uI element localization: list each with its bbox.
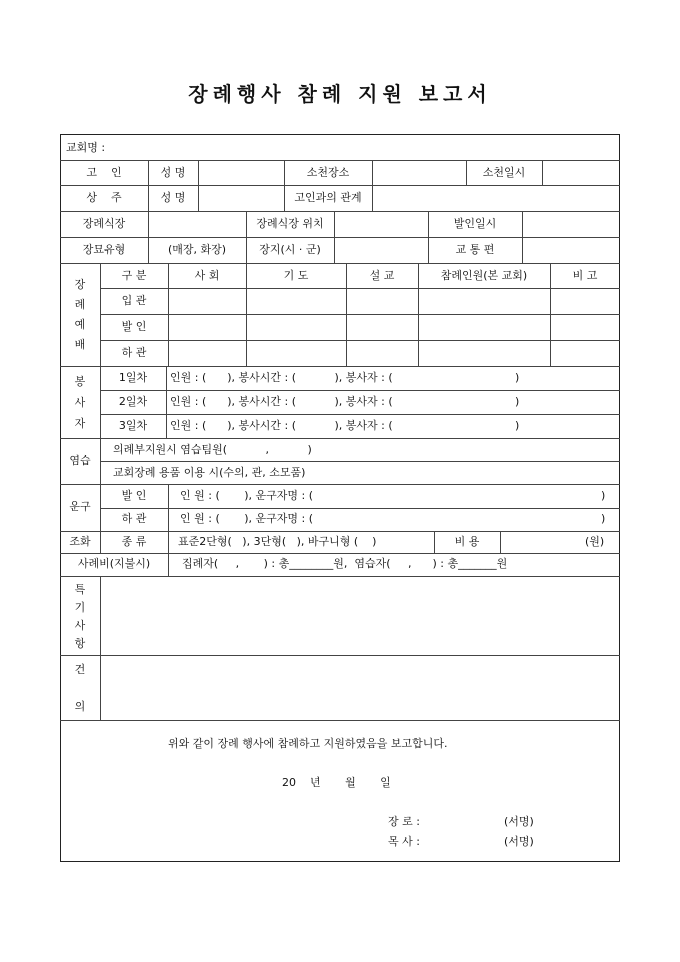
burial-type-value: (매장, 화장) (167, 243, 227, 256)
volunteer-day: 1일차 (118, 371, 148, 384)
row-divider (60, 438, 620, 439)
honorarium-line: 집례자( , ) : 총________원, 염습자( , ) : 총_______원 (182, 557, 508, 570)
worship-row-label: 발 인 (121, 320, 147, 333)
row-divider (60, 366, 620, 367)
special-notes-char: 사 (74, 619, 86, 632)
worship-header: 기 도 (283, 269, 309, 282)
mourner-name-label: 성 명 (160, 191, 186, 204)
volunteer-day: 2일차 (118, 395, 148, 408)
elder-signature: (서명) (504, 815, 534, 828)
close-paren: ) (601, 489, 606, 502)
pallbearer-line: 인 원 : ( ), 운구자명 : ( (180, 489, 313, 502)
col-divider (168, 553, 169, 576)
row-divider (60, 185, 620, 186)
wreath-cost-unit: (원) (585, 535, 605, 548)
wreath-label: 조화 (69, 535, 91, 548)
death-place-label: 소천장소 (306, 166, 350, 179)
volunteer-line: 인원 : ( ), 봉사시간 : ( ), 봉사자 : ( ) (170, 419, 520, 432)
volunteer-line: 인원 : ( ), 봉사시간 : ( ), 봉사자 : ( ) (170, 395, 520, 408)
pallbearer-line: 인 원 : ( ), 운구자명 : ( (180, 512, 313, 525)
row-divider (60, 531, 620, 532)
col-divider (198, 160, 199, 211)
row-divider (60, 576, 620, 577)
worship-header: 설 교 (369, 269, 395, 282)
report-statement: 위와 같이 장례 행사에 참례하고 지원하였음을 보고합니다. (168, 737, 448, 750)
elder-label: 장 로 : (388, 815, 420, 828)
volunteer-side-char: 자 (74, 417, 86, 430)
worship-side-char: 예 (74, 318, 86, 331)
funeral-supplies-line: 교회장례 용품 이용 시(수의, 관, 소모품) (113, 466, 306, 479)
yeomseup-label: 염습 (69, 454, 91, 467)
yeomseup-team-line: 의례부지원시 염습팀원( , ) (113, 443, 312, 456)
worship-header: 참례인원(본 교회) (440, 269, 528, 282)
row-divider (60, 237, 620, 238)
wreath-type-label: 종 류 (121, 535, 147, 548)
volunteer-side-char: 사 (74, 396, 86, 409)
col-divider (372, 160, 373, 211)
pallbearer-row-label: 발 인 (121, 489, 147, 502)
row-divider (100, 340, 620, 341)
row-divider (60, 263, 620, 264)
worship-side-char: 례 (74, 298, 86, 311)
suggestion-char: 건 (74, 663, 86, 676)
worship-side-char: 배 (74, 338, 86, 351)
row-divider (100, 414, 620, 415)
worship-side-char: 장 (74, 278, 86, 291)
worship-header: 비 고 (572, 269, 598, 282)
row-divider (60, 160, 620, 161)
relation-label: 고인과의 관계 (294, 191, 362, 204)
col-divider (166, 366, 167, 438)
row-divider (60, 211, 620, 212)
col-divider (522, 211, 523, 263)
col-divider (168, 484, 169, 553)
pastor-label: 목 사 : (388, 835, 420, 848)
row-divider (100, 461, 620, 462)
wreath-type-line: 표준2단형( ), 3단형( ), 바구니형 ( ) (178, 535, 377, 548)
special-notes-char: 기 (74, 601, 86, 614)
row-divider (100, 314, 620, 315)
honorarium-label: 사례비(지불시) (77, 557, 151, 570)
burial-place-label: 장지(시 · 군) (259, 243, 321, 256)
special-notes-char: 항 (74, 637, 86, 650)
special-notes-char: 특 (74, 583, 86, 596)
deceased-name-label: 성 명 (160, 166, 186, 179)
col-divider (334, 211, 335, 263)
hall-location-label: 장례식장 위치 (256, 217, 324, 230)
pallbearer-row-label: 하 관 (121, 512, 147, 525)
chief-mourner-label: 상 주 (86, 191, 122, 204)
row-divider (100, 508, 620, 509)
worship-header: 사 회 (194, 269, 220, 282)
row-divider (60, 553, 620, 554)
row-divider (60, 484, 620, 485)
departure-date-label: 발인일시 (453, 217, 497, 230)
report-date: 20 년 월 일 (282, 776, 391, 789)
worship-row-label: 입 관 (121, 294, 147, 307)
row-divider (100, 390, 620, 391)
row-divider (60, 720, 620, 721)
burial-type-label: 장묘유형 (82, 243, 126, 256)
suggestion-char: 의 (74, 700, 86, 713)
col-divider (100, 576, 101, 720)
pallbearer-label: 운구 (69, 500, 91, 513)
col-divider (542, 160, 543, 185)
col-divider (500, 531, 501, 553)
worship-row-label: 하 관 (121, 346, 147, 359)
close-paren: ) (601, 512, 606, 525)
deceased-label: 고 인 (86, 166, 122, 179)
row-divider (100, 288, 620, 289)
page-title: 장례행사 참례 지원 보고서 (188, 82, 492, 106)
wreath-cost-label: 비 용 (454, 535, 480, 548)
church-name-label: 교회명 : (66, 141, 106, 154)
death-date-label: 소천일시 (482, 166, 526, 179)
funeral-hall-label: 장례식장 (82, 217, 126, 230)
pastor-signature: (서명) (504, 835, 534, 848)
volunteer-side-char: 봉 (74, 375, 86, 388)
volunteer-line: 인원 : ( ), 봉사시간 : ( ), 봉사자 : ( ) (170, 371, 520, 384)
volunteer-day: 3일차 (118, 419, 148, 432)
worship-header: 구 분 (121, 269, 147, 282)
transport-label: 교 통 편 (455, 243, 495, 256)
row-divider (60, 655, 620, 656)
